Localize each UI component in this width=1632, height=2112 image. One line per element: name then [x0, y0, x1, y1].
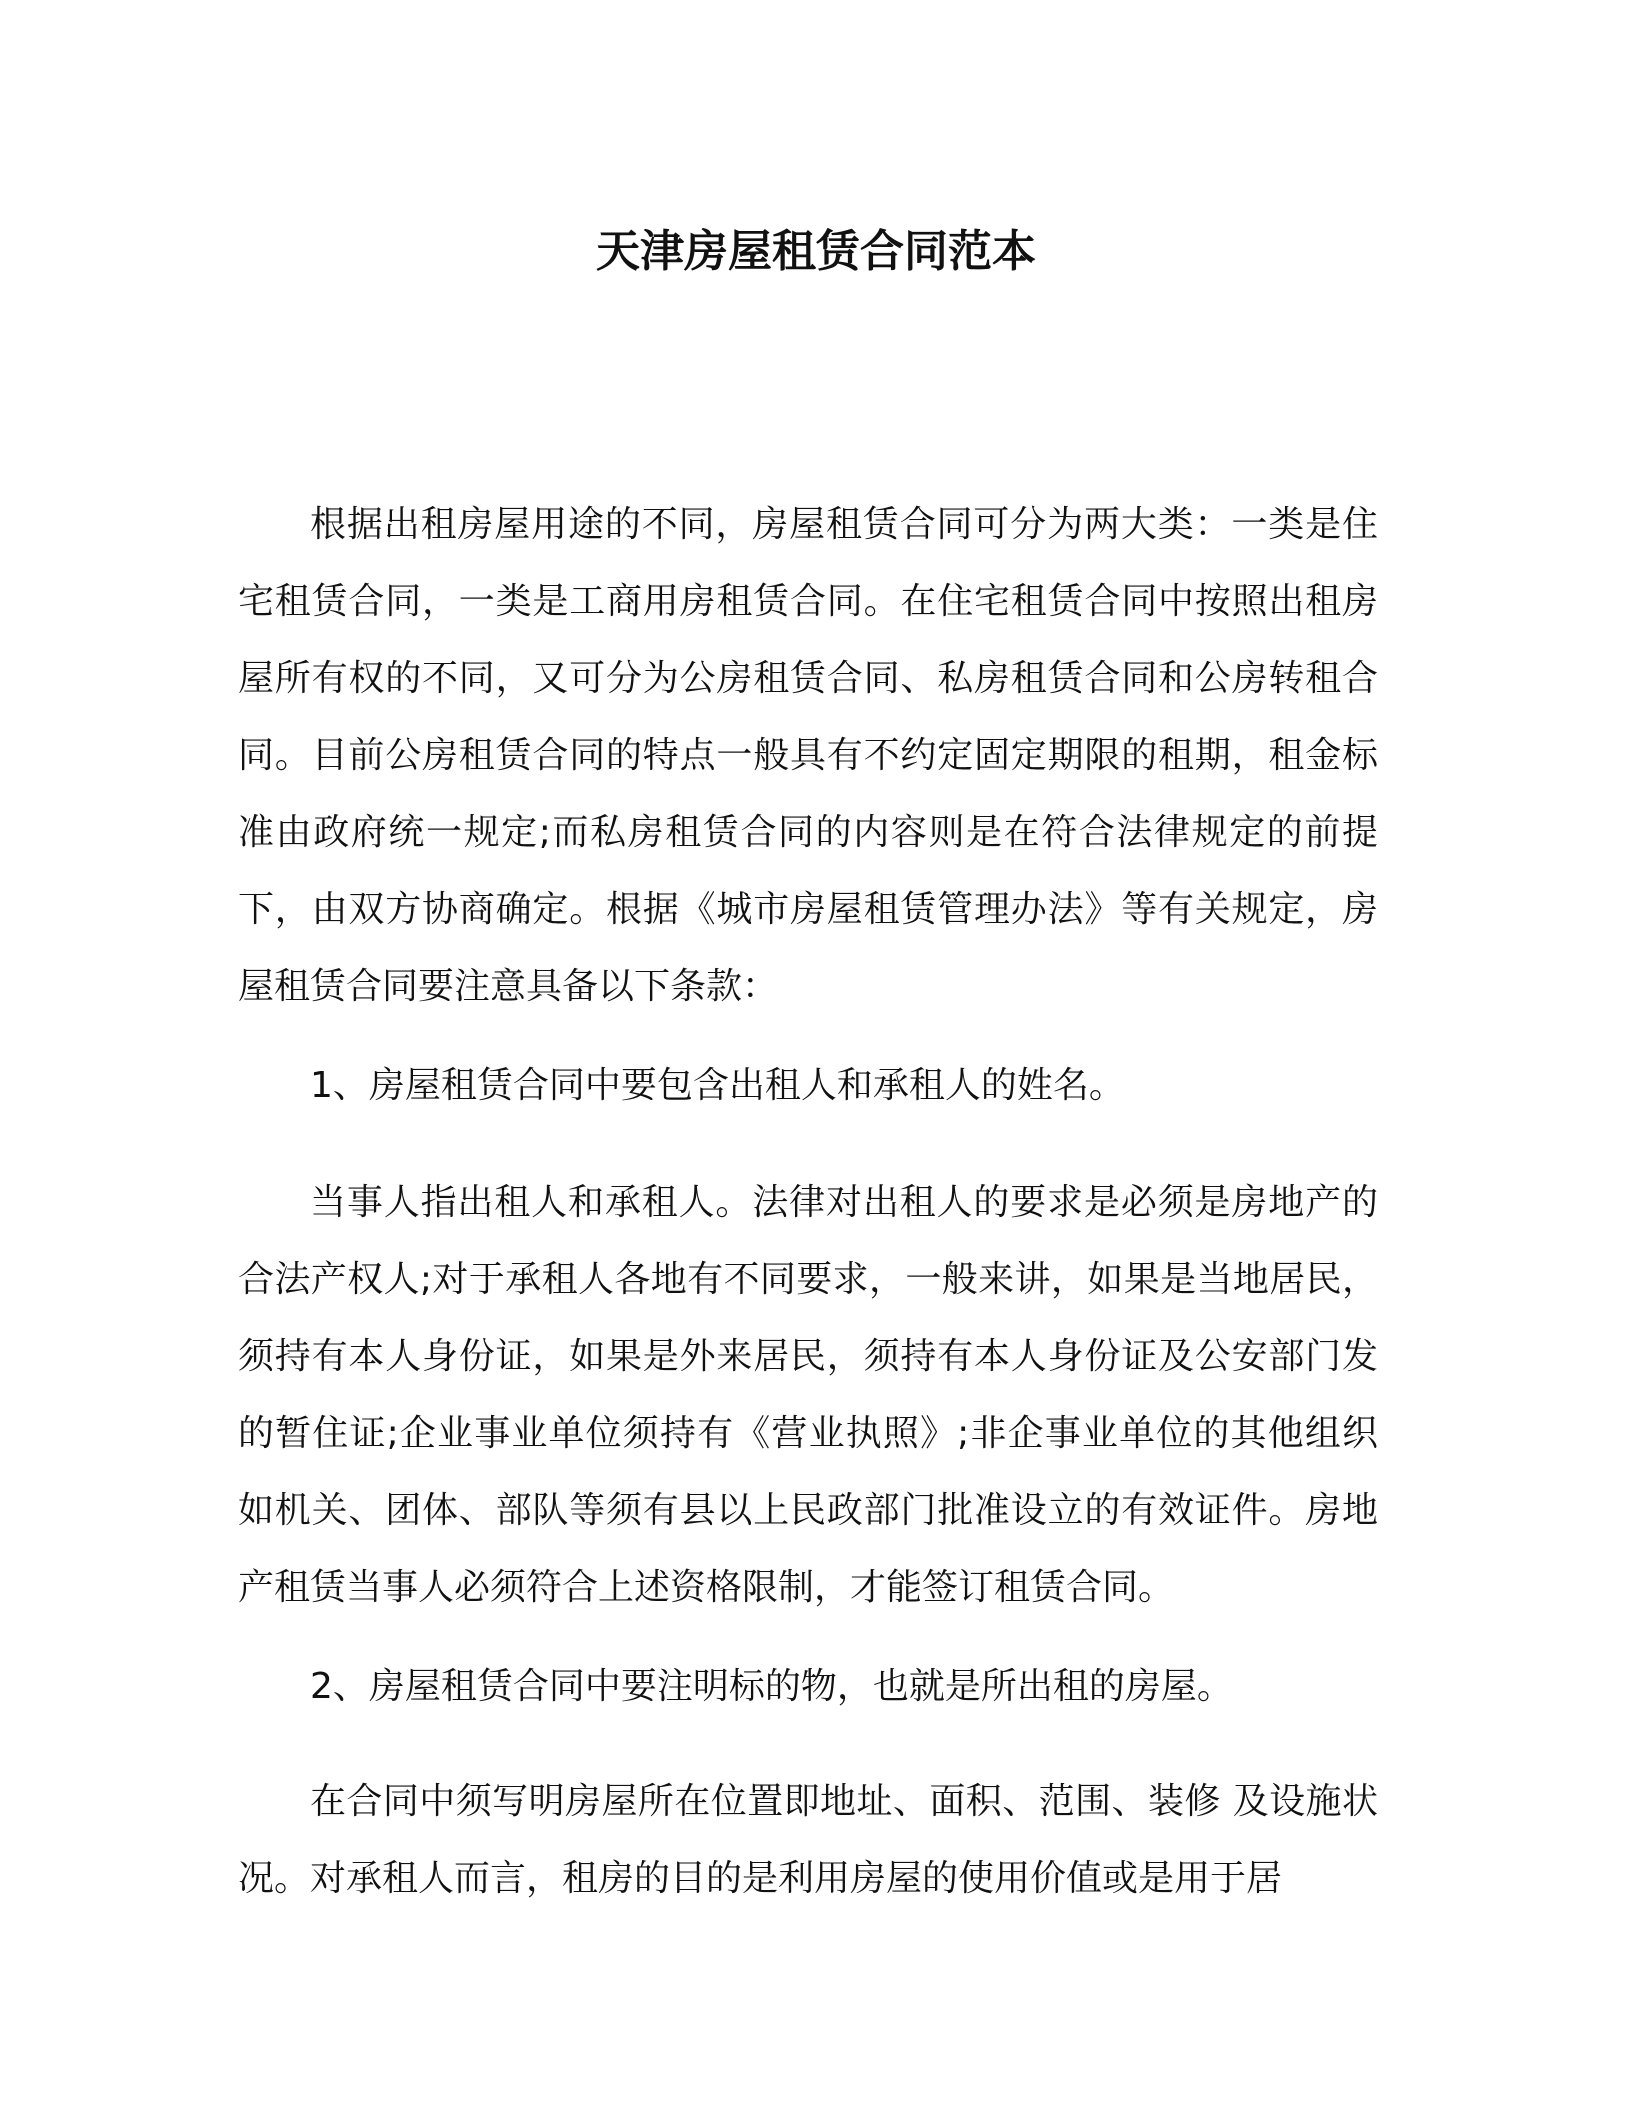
- document-title: 天津房屋租赁合同范本: [596, 226, 1036, 277]
- paragraph-intro: 根据出租房屋用途的不同，房屋租赁合同可分为两大类：一类是住宅租赁合同，一类是工商用房租赁合同。在住宅租赁合同中按照出租房屋所有权的不同，又可分为公房租赁合同、私房租赁合同和公房转租合同。目前公房租赁合同的特点一般具有不约定固定期限的租期，租金标准由政府统一规定;而私房租赁合同的内容则是在符合法律规定的前提下，由双方协商确定。根据《城市房屋租赁管理办法》等有关规定，房屋租赁合同要注意具备以下条款：: [238, 504, 1378, 1007]
- paragraph-subject-matter: 在合同中须写明房屋所在位置即地址、面积、范围、装修 及设施状况。对承租人而言，租房的目的是利用房屋的使用价值或是用于居: [238, 1781, 1378, 1899]
- clause-heading-2: 2、房屋租赁合同中要注明标的物，也就是所出租的房屋。: [310, 1666, 1233, 1707]
- clause-heading-1: 1、房屋租赁合同中要包含出租人和承租人的姓名。: [310, 1065, 1125, 1106]
- paragraph-parties: 当事人指出租人和承租人。法律对出租人的要求是必须是房地产的合法产权人;对于承租人各地有不同要求，一般来讲，如果是当地居民，须持有本人身份证，如果是外来居民，须持有本人身份证及公安部门发的暂住证;企业事业单位须持有《营业执照》;非企事业单位的其他组织如机关、团体、部队等须有县以上民政部门批准设立的有效证件。房地产租赁当事人必须符合上述资格限制，才能签订租赁合同。: [238, 1182, 1378, 1608]
